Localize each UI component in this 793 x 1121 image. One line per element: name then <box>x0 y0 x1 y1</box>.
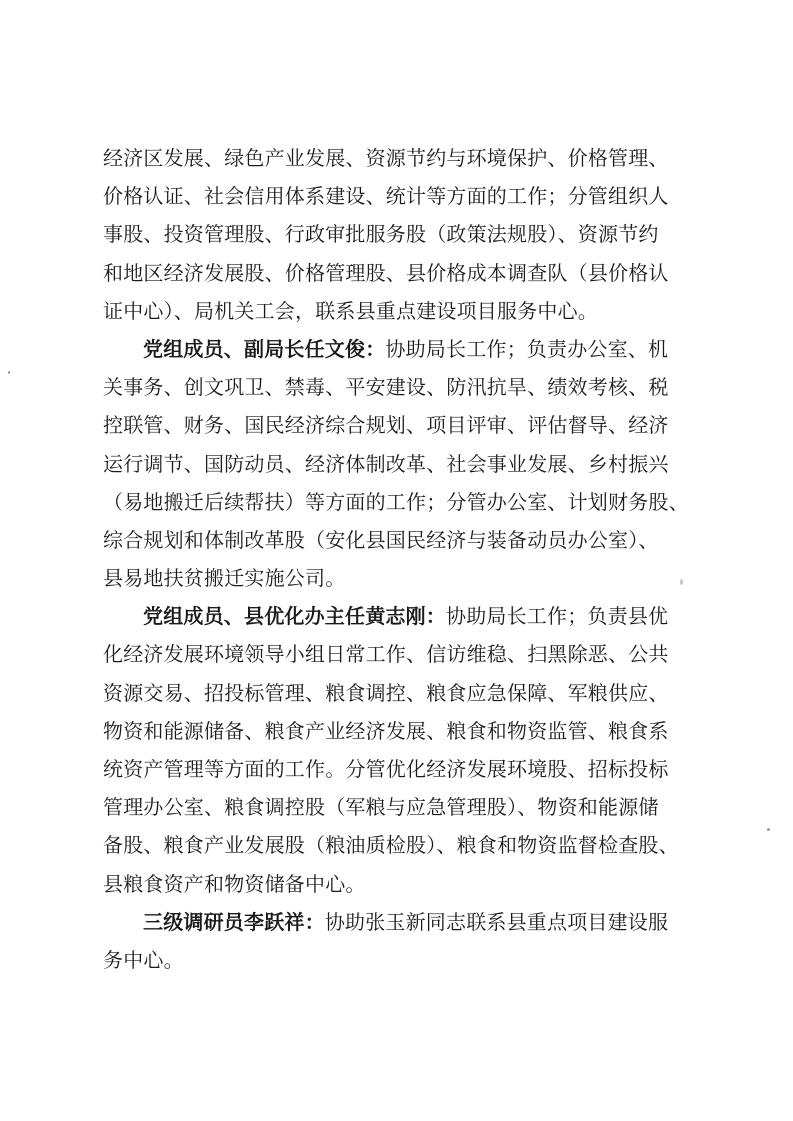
text-line: 县易地扶贫搬迁实施公司。 <box>103 566 346 591</box>
text-line: 关事务、创文巩卫、禁毒、平安建设、防汛抗旱、绩效考核、税 <box>103 375 669 400</box>
text-line: 事股、投资管理股、行政审批服务股（政策法规股）、资源节约 <box>103 222 659 247</box>
text-line: 管理办公室、粮食调控股（军粮与应急管理股）、物资和能源储 <box>103 795 659 820</box>
text-run: 协助张玉新同志联系县重点项目建设服 <box>324 909 669 934</box>
scan-speck <box>8 371 10 374</box>
paragraph-li-yuexiang <box>103 903 693 979</box>
text-line: 化经济发展环境领导小组日常工作、信访维稳、扫黑除恶、公共 <box>103 642 669 667</box>
scan-speck <box>680 579 683 585</box>
paragraph-continuation <box>103 139 693 330</box>
text-run: 协助局长工作；负责办公室、机 <box>385 336 669 361</box>
text-line: 县粮食资产和物资储备中心。 <box>103 871 366 896</box>
paragraph-huang-zhigang <box>103 597 693 903</box>
text-line: 价格认证、社会信用体系建设、统计等方面的工作；分管组织人 <box>103 184 669 209</box>
text-line: 证中心）、局机关工会，联系县重点建设项目服务中心。 <box>103 298 598 323</box>
text-line: 备股、粮食产业发展股（粮油质检股）、粮食和物资监督检查股、 <box>103 833 679 858</box>
text-line: 运行调节、国防动员、经济体制改革、社会事业发展、乡村振兴 <box>103 451 669 476</box>
document-body <box>103 139 693 979</box>
text-line: （易地搬迁后续帮扶）等方面的工作；分管办公室、计划财务股、 <box>103 489 689 514</box>
text-line: 统资产管理等方面的工作。分管优化经济发展环境股、招标投标 <box>103 757 669 781</box>
paragraph-ren-wenjun <box>103 330 693 597</box>
paragraph-first-line <box>103 330 693 368</box>
person-heading: 党组成员、县优化办主任黄志刚： <box>143 604 446 629</box>
text-line: 和地区经济发展股、价格管理股、县价格成本调查队（县价格认 <box>103 260 669 285</box>
text-line: 综合规划和体制改革股（安化县国民经济与装备动员办公室）、 <box>103 527 659 552</box>
text-line: 务中心。 <box>103 947 184 972</box>
scan-speck <box>767 828 770 831</box>
person-heading: 党组成员、副局长任文俊： <box>143 336 386 361</box>
text-line: 控联管、财务、国民经济综合规划、项目评审、评估督导、经济 <box>103 413 669 438</box>
text-line: 物资和能源储备、粮食产业经济发展、粮食和物资监管、粮食系 <box>103 718 669 743</box>
paragraph-first-line <box>103 597 693 635</box>
text-line: 经济区发展、绿色产业发展、资源节约与环境保护、价格管理、 <box>103 146 669 170</box>
person-heading: 三级调研员李跃祥： <box>143 909 325 934</box>
paragraph-first-line <box>103 903 693 941</box>
text-line: 资源交易、招投标管理、粮食调控、粮食应急保障、军粮供应、 <box>103 680 669 705</box>
text-run: 协助局长工作；负责县优 <box>446 604 669 629</box>
